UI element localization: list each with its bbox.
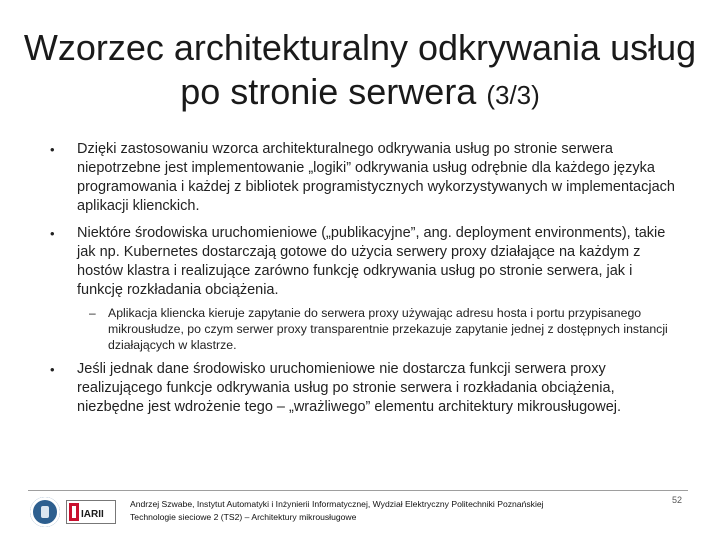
slide-title-suffix: (3/3) <box>486 80 540 110</box>
bullet-marker: • <box>50 362 55 377</box>
sub-bullet-text: Aplikacja kliencka kieruje zapytanie do serwera proxy używając adresu hosta i portu przypisanego mikrousłudze, po czym serwer proxy transparentnie przekazuje zapytanie jednej z dostępnych instancji działających w klastrze. <box>108 306 668 352</box>
sub-bullet-marker: – <box>89 306 96 320</box>
slide-title <box>20 26 700 117</box>
footer-course-line: Technologie sieciowe 2 (TS2) – Architektury mikrousługowe <box>130 512 357 522</box>
institute-logo <box>66 500 116 524</box>
bullet-marker: • <box>50 142 55 157</box>
slide-title-main: Wzorzec architekturalny odkrywania usług po stronie serwera <box>23 27 697 112</box>
bullet-text: Dzięki zastosowaniu wzorca architekturalnego odkrywania usług po stronie serwera niepotrzebne jest implementowanie „logiki” odkrywania usług odrębnie dla każdego języka programowania i każdej z bibliotek programistycznych wykorzystywanych w implementacjach aplikacji klienckich. <box>77 141 675 214</box>
bullet-marker: • <box>50 226 55 241</box>
bullet-text: Jeśli jednak dane środowisko uruchomieniowe nie dostarcza funkcji serwera proxy realizującego funkcje odkrywania usług po stronie serwera i rozkładania obciążenia, niezbędne jest wdrożenie tego – „wrażliwego” elementu architektury mikrousługowej. <box>77 361 622 415</box>
university-seal-logo <box>30 497 60 527</box>
footer-divider <box>28 490 688 491</box>
institute-logo-text: IARII <box>81 509 104 520</box>
page-number: 52 <box>672 495 683 505</box>
bullet-text: Niektóre środowiska uruchomieniowe („publikacyjne”, ang. deployment environments), takie jak np. Kubernetes dostarczają gotowe do użycia serwery proxy działające na każdym z hostów klastra i realizujące zarówno funkcję odkrywania usług po stronie serwera, jak i funkcję rozkładania obciążenia. <box>77 225 666 298</box>
footer-credits <box>130 498 544 524</box>
footer-author-line: Andrzej Szwabe, Instytut Automatyki i Inżynierii Informatycznej, Wydział Elektryczny Politechniki Poznańskiej <box>130 499 544 509</box>
